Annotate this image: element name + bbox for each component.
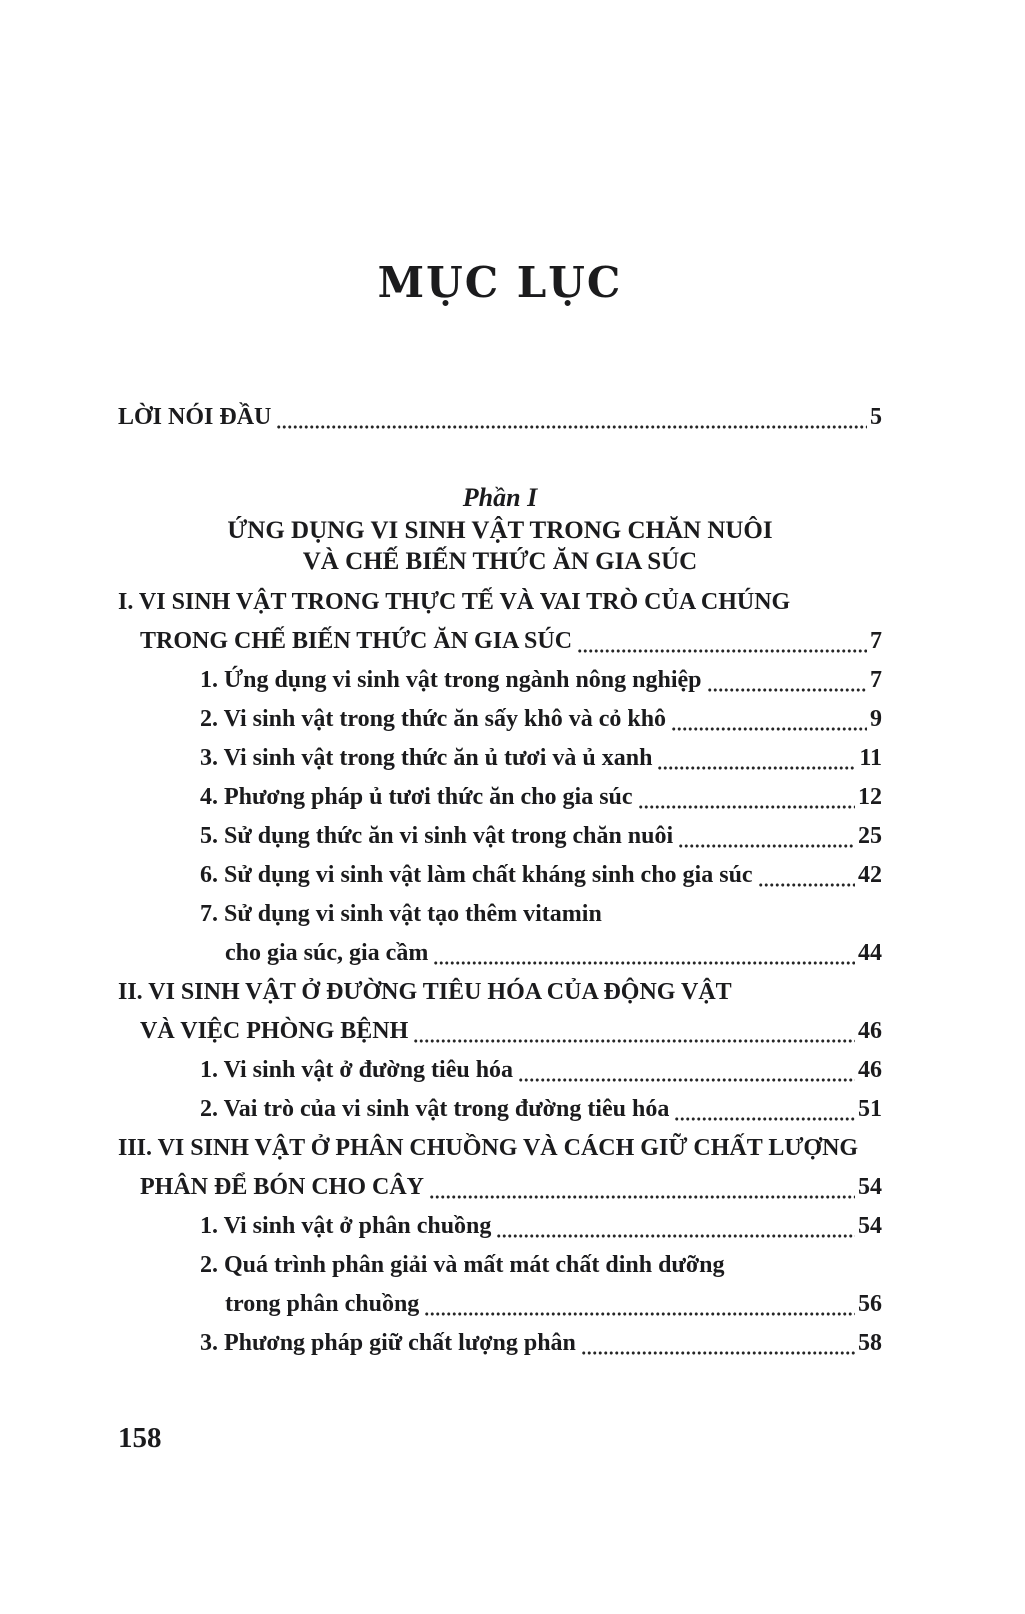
toc-page-number: 46 <box>858 1057 882 1083</box>
toc-entry <box>118 1324 882 1363</box>
toc-entry-text: PHÂN ĐỂ BÓN CHO CÂY <box>140 1174 425 1200</box>
toc-page-number: 12 <box>858 784 882 810</box>
toc-page-number: 58 <box>858 1330 882 1356</box>
toc-entry-text: 1. Ứng dụng vi sinh vật trong ngành nông nghiệp <box>200 667 702 693</box>
page-number-folio: 158 <box>118 1422 162 1454</box>
toc-page-number: 7 <box>870 667 882 693</box>
toc-page-number: 9 <box>870 706 882 732</box>
toc-entry <box>118 856 882 895</box>
toc-page-number: 7 <box>870 628 882 654</box>
toc-entry-text: 4. Phương pháp ủ tươi thức ăn cho gia súc <box>200 784 633 810</box>
toc-entry <box>118 1207 882 1246</box>
toc-entry-text: 2. Quá trình phân giải và mất mát chất dinh dưỡng <box>200 1252 725 1278</box>
toc-entry <box>118 398 882 437</box>
toc-page-number: 44 <box>858 940 882 966</box>
toc-page-number: 46 <box>858 1018 882 1044</box>
toc-entry-text: 1. Vi sinh vật ở phân chuồng <box>200 1213 492 1239</box>
toc-entry-text: 3. Vi sinh vật trong thức ăn ủ tươi và ủ xanh <box>200 745 653 771</box>
page-content <box>118 0 882 1363</box>
toc-page-number: 11 <box>859 745 882 771</box>
dot-leader <box>433 934 855 973</box>
toc-page-number: 51 <box>858 1096 882 1122</box>
toc-entry-text: III. VI SINH VẬT Ở PHÂN CHUỒNG VÀ CÁCH GIỮ CHẤT LƯỢNG <box>118 1135 859 1161</box>
toc-page-number: 54 <box>858 1213 882 1239</box>
toc-entry <box>118 661 882 700</box>
toc-page-number: 42 <box>858 862 882 888</box>
dot-leader <box>707 661 867 700</box>
toc-intro-list <box>118 398 882 437</box>
toc-entry-text: LỜI NÓI ĐẦU <box>118 404 272 430</box>
toc-entry <box>118 622 882 661</box>
toc-entry-text: 6. Sử dụng vi sinh vật làm chất kháng sinh cho gia súc <box>200 862 753 888</box>
toc-page-number: 54 <box>858 1174 882 1200</box>
dot-leader <box>581 1324 855 1363</box>
part-kicker: Phần I <box>462 483 538 512</box>
toc-entry-text: II. VI SINH VẬT Ở ĐƯỜNG TIÊU HÓA CỦA ĐỘNG VẬT <box>118 979 732 1005</box>
dot-leader <box>496 1207 855 1246</box>
toc-entry-text: 2. Vi sinh vật trong thức ăn sấy khô và cỏ khô <box>200 706 667 732</box>
toc-entry-text: cho gia súc, gia cầm <box>225 940 429 966</box>
dot-leader <box>638 778 855 817</box>
toc-entry <box>118 817 882 856</box>
toc-entry <box>118 1090 882 1129</box>
toc-entry <box>118 973 882 1012</box>
dot-leader <box>577 622 867 661</box>
toc-entry <box>118 739 882 778</box>
toc-entry <box>118 778 882 817</box>
dot-leader <box>657 739 856 778</box>
toc-entry-text: TRONG CHẾ BIẾN THỨC ĂN GIA SÚC <box>140 628 573 654</box>
toc-entry <box>118 1051 882 1090</box>
toc-entry <box>118 1012 882 1051</box>
toc-entry-text: I. VI SINH VẬT TRONG THỰC TẾ VÀ VAI TRÒ CỦA CHÚNG <box>118 589 791 615</box>
part-heading <box>118 481 882 577</box>
toc-entry <box>118 1285 882 1324</box>
toc-page-number: 56 <box>858 1291 882 1317</box>
toc-entry <box>118 583 882 622</box>
toc-entry <box>118 934 882 973</box>
toc-entry <box>118 1129 882 1168</box>
dot-leader <box>429 1168 855 1207</box>
toc-entry-text: 5. Sử dụng thức ăn vi sinh vật trong chăn nuôi <box>200 823 674 849</box>
dot-leader <box>518 1051 855 1090</box>
toc-entry-text: 3. Phương pháp giữ chất lượng phân <box>200 1330 576 1356</box>
toc-entry-text: 7. Sử dụng vi sinh vật tạo thêm vitamin <box>200 901 602 927</box>
dot-leader <box>758 856 855 895</box>
part-heading-line-1: ỨNG DỤNG VI SINH VẬT TRONG CHĂN NUÔI <box>227 517 773 544</box>
toc-list <box>118 583 882 1363</box>
toc-page-number: 25 <box>858 823 882 849</box>
toc-entry <box>118 1246 882 1285</box>
toc-entry <box>118 895 882 934</box>
part-heading-line-2: VÀ CHẾ BIẾN THỨC ĂN GIA SÚC <box>302 548 698 575</box>
toc-entry-text: VÀ VIỆC PHÒNG BỆNH <box>140 1018 409 1044</box>
dot-leader <box>276 398 867 437</box>
dot-leader <box>674 1090 855 1129</box>
dot-leader <box>424 1285 855 1324</box>
toc-entry-text: 1. Vi sinh vật ở đường tiêu hóa <box>200 1057 514 1083</box>
dot-leader <box>678 817 855 856</box>
toc-entry <box>118 1168 882 1207</box>
toc-entry <box>118 700 882 739</box>
dot-leader <box>413 1012 855 1051</box>
toc-page-number: 5 <box>870 404 882 430</box>
dot-leader <box>671 700 867 739</box>
page-title: MỤC LỤC <box>377 258 623 307</box>
toc-entry-text: trong phân chuồng <box>225 1291 420 1317</box>
toc-entry-text: 2. Vai trò của vi sinh vật trong đường tiêu hóa <box>200 1096 670 1122</box>
